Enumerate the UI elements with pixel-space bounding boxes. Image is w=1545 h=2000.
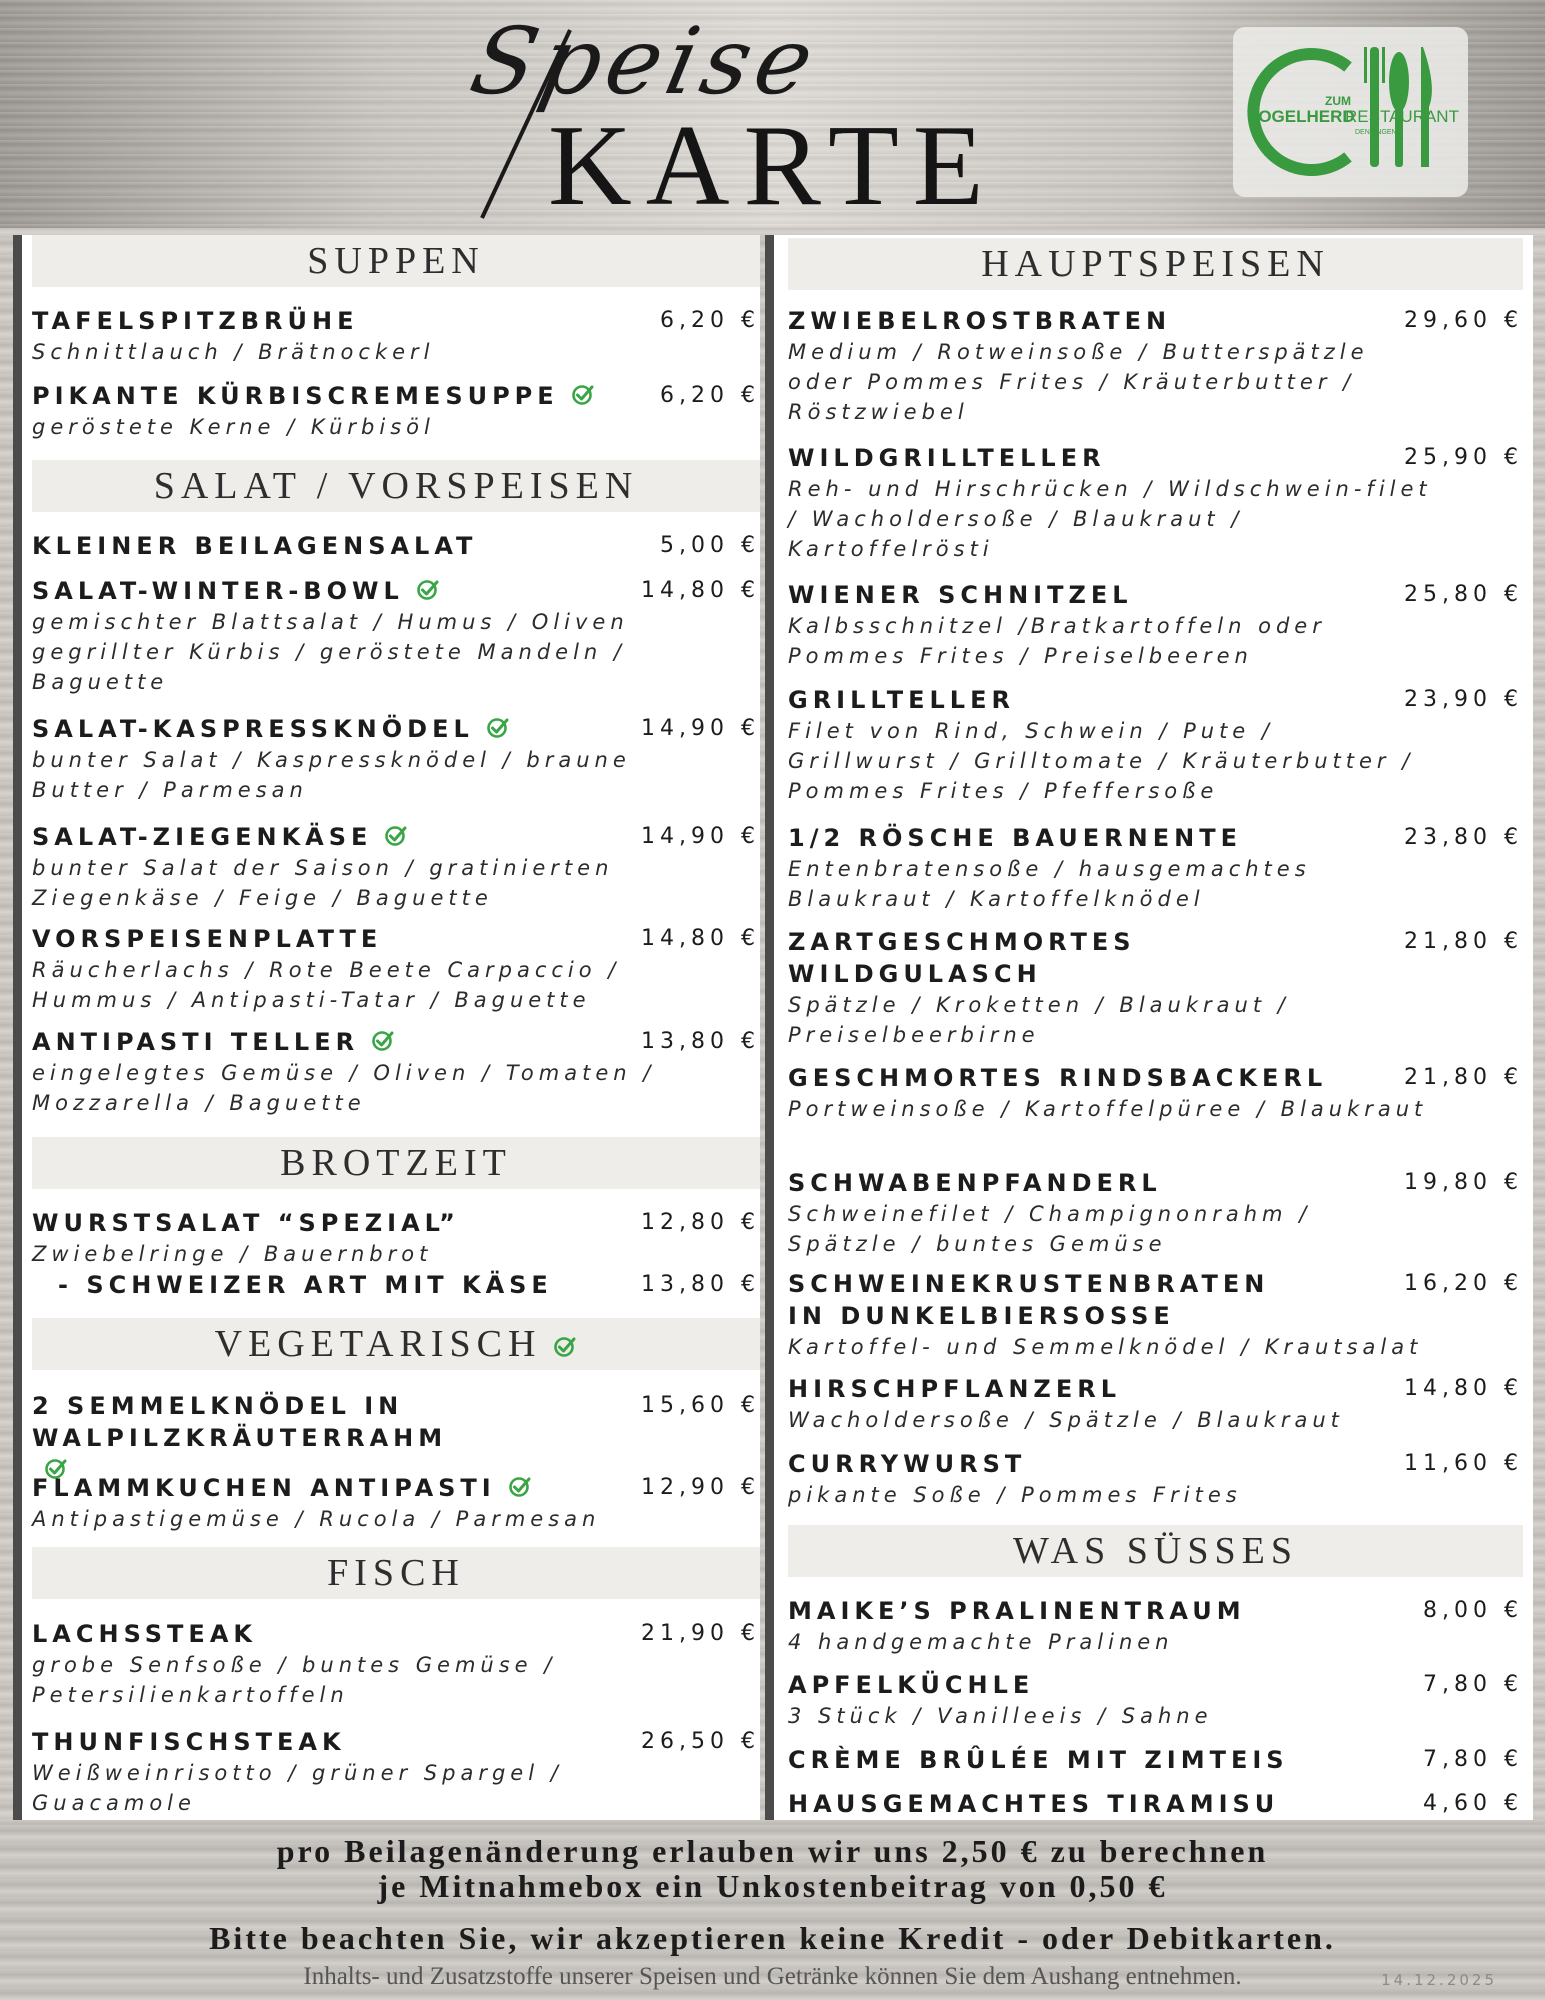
item-name: LACHSSTEAK — [32, 1620, 257, 1648]
item-description: 4 handgemachte Pralinen — [788, 1630, 1174, 1654]
menu-item — [788, 1595, 1523, 1657]
item-name — [32, 380, 760, 412]
menu-item — [788, 1062, 1523, 1124]
item-price: 15,60 € — [641, 1393, 760, 1418]
item-description: Medium / Rotweinsoße / Butterspätzle oder Pommes Frites / Kräuterbutter / Röstzwiebel — [788, 340, 1369, 424]
item-price: 7,80 € — [1423, 1672, 1523, 1697]
item-price: 14,80 € — [1404, 1376, 1523, 1401]
menu-item — [788, 926, 1523, 1050]
item-price: 23,80 € — [1404, 825, 1523, 850]
item-name: MAIKE’S PRALINENTRAUM — [788, 1597, 1246, 1625]
footer-payment-note: Bitte beachten Sie, wir akzeptieren keine Kredit - oder Debitkarten. — [209, 1920, 1336, 1956]
item-name: THUNFISCHSTEAK — [32, 1728, 346, 1756]
menu-item — [788, 1167, 1523, 1259]
item-name: HIRSCHPFLANZERL — [788, 1375, 1121, 1403]
item-price: 12,80 € — [641, 1210, 760, 1235]
script-title: Speise — [462, 8, 829, 115]
item-description: Reh- und Hirschrücken / Wildschwein-filet / Wacholdersoße / Blaukraut / Kartoffelrösti — [788, 477, 1432, 561]
item-description: gemischter Blattsalat / Humus / Oliven gegrillter Kürbis / geröstete Mandeln / Baguette — [32, 610, 629, 694]
section-title-suppen: SUPPEN — [32, 235, 760, 287]
menu-item — [32, 1207, 760, 1269]
section-title-salat: SALAT / VORSPEISEN — [32, 460, 760, 512]
menu-item — [32, 575, 760, 697]
section-title-fisch: FISCH — [32, 1547, 760, 1599]
item-name: VORSPEISENPLATTE — [32, 925, 383, 953]
item-name: ZARTGESCHMORTES WILDGULASCH — [788, 928, 1136, 988]
item-name: CRÈME BRÛLÉE MIT ZIMTEIS — [788, 1746, 1289, 1774]
vegetarian-icon — [553, 1320, 577, 1344]
item-name-text: SALAT-ZIEGENKÄSE — [32, 823, 373, 851]
section-title-hauptspeisen: HAUPTSPEISEN — [788, 238, 1523, 290]
left-column — [13, 235, 760, 1820]
item-price: 21,90 € — [641, 1621, 760, 1646]
menu-item — [788, 684, 1523, 806]
vegetarian-icon — [508, 1474, 532, 1498]
page-title: KARTE — [548, 102, 998, 230]
vegetarian-icon — [384, 823, 408, 847]
item-description: 3 Stück / Vanilleeis / Sahne — [788, 1704, 1213, 1728]
vegetarian-icon — [371, 1028, 395, 1052]
item-price: 7,80 € — [1423, 1747, 1523, 1772]
item-price: 26,50 € — [641, 1729, 760, 1754]
section-title-brotzeit: BROTZEIT — [32, 1137, 760, 1189]
section-title-text: VEGETARISCH — [214, 1323, 542, 1365]
menu-item — [32, 1026, 760, 1118]
menu-item — [32, 1269, 760, 1301]
item-description: Entenbratensoße / hausgemachtes Blaukraut / Kartoffelknödel — [788, 857, 1311, 911]
menu-item — [32, 380, 760, 442]
item-price: 14,80 € — [641, 578, 760, 603]
logo-line1: ZUM — [1325, 94, 1351, 108]
logo-line3: RESTAURANT — [1345, 107, 1459, 126]
item-price: 11,60 € — [1404, 1451, 1523, 1476]
item-description: Schnittlauch / Brätnockerl — [32, 340, 435, 364]
item-description: Kartoffel- und Semmelknödel / Krautsalat — [788, 1335, 1423, 1359]
item-price: 6,20 € — [660, 308, 760, 333]
menu-item — [32, 1618, 760, 1710]
menu-item — [788, 1268, 1523, 1362]
item-price: 29,60 € — [1404, 308, 1523, 333]
item-price: 14,90 € — [641, 716, 760, 741]
menu-item — [32, 1726, 760, 1818]
footer — [0, 1825, 1545, 2000]
item-description: Kalbsschnitzel /Bratkartoffeln oder Pommes Frites / Preiselbeeren — [788, 614, 1326, 668]
item-name: SCHWABENPFANDERL — [788, 1169, 1162, 1197]
footer-allergen-note: Inhalts- und Zusatzstoffe unserer Speisen und Getränke können Sie dem Aushang entnehmen. — [303, 1963, 1242, 1990]
item-price: 6,20 € — [660, 383, 760, 408]
logo-line2: VOGELHERD — [1247, 107, 1355, 126]
item-price: 16,20 € — [1404, 1271, 1523, 1296]
item-name-text: FLAMMKUCHEN ANTIPASTI — [32, 1474, 496, 1502]
item-price: 13,80 € — [641, 1029, 760, 1054]
item-name: TAFELSPITZBRÜHE — [32, 307, 359, 335]
item-price: 4,60 € — [1423, 1791, 1523, 1816]
menu-item — [788, 1373, 1523, 1435]
menu-item — [788, 1788, 1523, 1820]
menu-item — [32, 923, 760, 1015]
item-price: 21,80 € — [1404, 1065, 1523, 1090]
item-description: pikante Soße / Pommes Frites — [788, 1483, 1242, 1507]
section-title-vegetarisch — [32, 1318, 760, 1370]
item-name: GRILLTELLER — [788, 686, 1015, 714]
item-description: Schweinefilet / Champignonrahm / Spätzle / buntes Gemüse — [788, 1202, 1312, 1256]
item-name: ZWIEBELROSTBRATEN — [788, 307, 1172, 335]
menu-item — [32, 305, 760, 367]
item-name: CURRYWURST — [788, 1450, 1027, 1478]
vegetarian-icon — [486, 715, 510, 739]
item-name-text: 2 SEMMELKNÖDEL IN WALPILZKRÄUTERRAHM — [32, 1392, 448, 1452]
item-name-text: SALAT-KASPRESSKNÖDEL — [32, 715, 474, 743]
item-name: WIENER SCHNITZEL — [788, 581, 1133, 609]
item-price: 21,80 € — [1404, 929, 1523, 954]
item-name: WURSTSALAT “SPEZIAL” — [32, 1209, 460, 1237]
item-price: 8,00 € — [1423, 1598, 1523, 1623]
item-price: 5,00 € — [660, 533, 760, 558]
item-price: 25,80 € — [1404, 582, 1523, 607]
menu-item — [32, 1472, 760, 1534]
item-name: KLEINER BEILAGENSALAT — [32, 532, 478, 560]
menu-item — [788, 305, 1523, 427]
item-name: APFELKÜCHLE — [788, 1671, 1035, 1699]
menu-item — [788, 442, 1523, 564]
item-description: eingelegtes Gemüse / Oliven / Tomaten / Mozzarella / Baguette — [32, 1061, 656, 1115]
item-price: 23,90 € — [1404, 687, 1523, 712]
menu-date: 14.12.2025 — [1381, 1971, 1497, 1989]
item-description: grobe Senfsoße / buntes Gemüse / Petersilienkartoffeln — [32, 1653, 557, 1707]
menu-item — [788, 579, 1523, 671]
footer-takeaway-box-note: je Mitnahmebox ein Unkostenbeitrag von 0,50 € — [377, 1868, 1168, 1904]
item-description: Portweinsoße / Kartoffelpüree / Blaukraut — [788, 1097, 1428, 1121]
item-description: geröstete Kerne / Kürbisöl — [32, 415, 435, 439]
menu-item — [32, 821, 760, 913]
item-price: 14,80 € — [641, 926, 760, 951]
item-description: bunter Salat / Kaspressknödel / braune Butter / Parmesan — [32, 748, 631, 802]
item-name: - SCHWEIZER ART MIT KÄSE — [58, 1271, 553, 1299]
item-description: Wacholdersoße / Spätzle / Blaukraut — [788, 1408, 1344, 1432]
item-price: 14,90 € — [641, 824, 760, 849]
item-name: WILDGRILLTELLER — [788, 444, 1106, 472]
restaurant-logo — [1233, 27, 1468, 197]
item-name-text: PIKANTE KÜRBISCREMESUPPE — [32, 382, 559, 410]
item-description: Spätzle / Kroketten / Blaukraut / Preiselbeerbirne — [788, 993, 1290, 1047]
logo-line4: DENKINGEN — [1355, 129, 1397, 136]
item-description: bunter Salat der Saison / gratinierten Ziegenkäse / Feige / Baguette — [32, 856, 614, 910]
item-description: Zwiebelringe / Bauernbrot — [32, 1242, 433, 1266]
section-title-was-suesses: WAS SÜSSES — [788, 1525, 1523, 1577]
footer-side-change-note: pro Beilagenänderung erlauben wir uns 2,50 € zu berechnen — [276, 1833, 1269, 1869]
menu-item — [32, 530, 760, 562]
header — [0, 0, 1545, 228]
item-description: Filet von Rind, Schwein / Pute / Grillwurst / Grilltomate / Kräuterbutter / Pommes Frites / Pfeffersoße — [788, 719, 1415, 803]
item-description: Weißweinrisotto / grüner Spargel / Guacamole — [32, 1761, 563, 1815]
menu-item — [788, 1744, 1523, 1776]
menu-item — [32, 713, 760, 805]
menu-item — [788, 1669, 1523, 1731]
item-description: Antipastigemüse / Rucola / Parmesan — [32, 1507, 601, 1531]
item-name: SCHWEINEKRUSTENBRATEN IN DUNKELBIERSOSSE — [788, 1270, 1270, 1330]
item-name: HAUSGEMACHTES TIRAMISU — [788, 1790, 1280, 1818]
item-price: 25,90 € — [1404, 445, 1523, 470]
item-price: 13,80 € — [641, 1272, 760, 1297]
menu-item — [788, 1448, 1523, 1510]
vegetarian-icon — [416, 577, 440, 601]
item-price: 12,90 € — [641, 1475, 760, 1500]
item-price: 19,80 € — [1404, 1170, 1523, 1195]
item-name-text: SALAT-WINTER-BOWL — [32, 577, 404, 605]
item-name-text: ANTIPASTI TELLER — [32, 1028, 360, 1056]
item-name: 1/2 RÖSCHE BAUERNENTE — [788, 824, 1242, 852]
vegetarian-icon — [571, 382, 595, 406]
item-name: GESCHMORTES RINDSBACKERL — [788, 1064, 1328, 1092]
menu-item — [788, 822, 1523, 914]
item-description: Räucherlachs / Rote Beete Carpaccio / Hummus / Antipasti-Tatar / Baguette — [32, 958, 621, 1012]
logo-graphic — [1233, 27, 1468, 197]
right-column — [765, 235, 1533, 1820]
